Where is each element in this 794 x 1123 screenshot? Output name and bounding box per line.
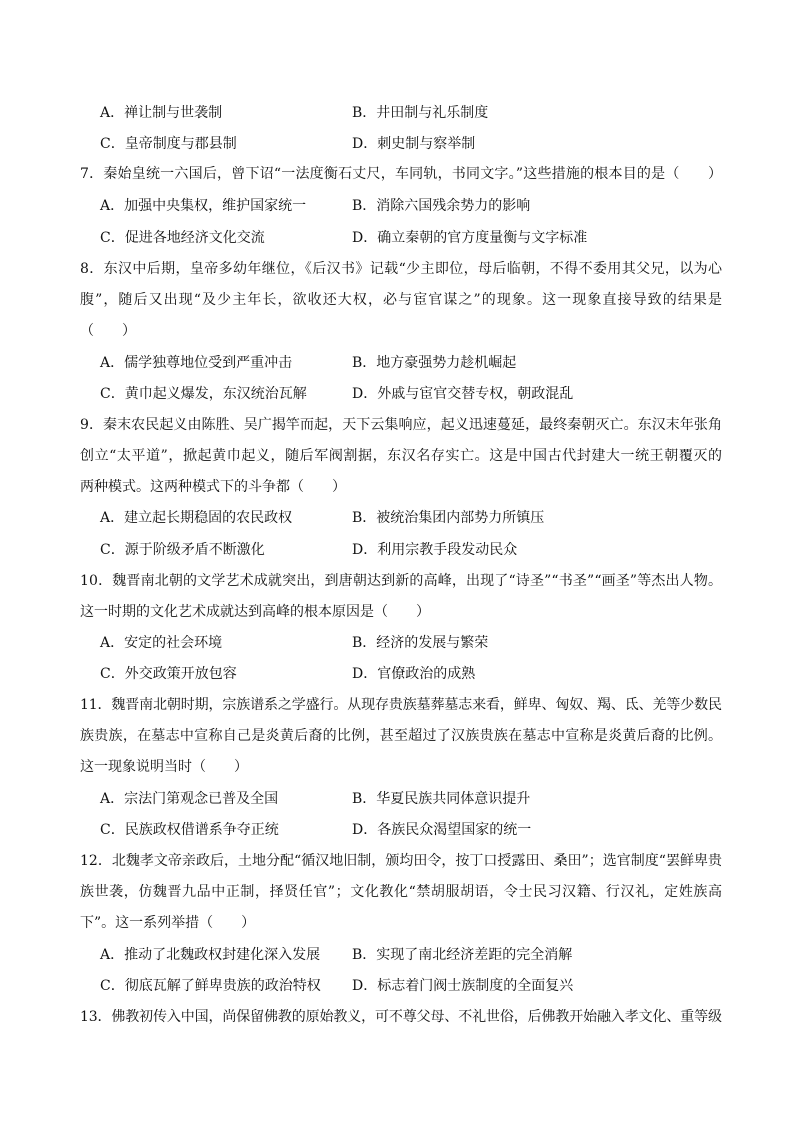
option-a[interactable]: A．儒学独尊地位受到严重冲击 — [100, 355, 293, 371]
option-d[interactable]: D．刺史制与察举制 — [352, 136, 476, 152]
option-d[interactable]: D．官僚政治的成熟 — [352, 666, 476, 682]
option-c[interactable]: C．外交政策开放包容 — [100, 666, 237, 682]
question-12-stem-line-1: 12．北魏孝文帝亲政后，土地分配“循汉地旧制，颁均田令，按丁口授露田、桑田”；选官制度“罢鲜卑贵 — [80, 853, 723, 869]
question-10-stem-line-1: 10．魏晋南北朝的文学艺术成就突出，到唐朝达到新的高峰，出现了“诗圣”“书圣”“画圣”等杰出人物。 — [80, 573, 723, 589]
question-11-stem-line-1: 11．魏晋南北朝时期，宗族谱系之学盛行。从现存贵族墓葬墓志来看，鲜卑、匈奴、羯、氐、羌等少数民 — [80, 697, 722, 713]
question-11-stem-line-3: 这一现象说明当时（ ） — [80, 759, 248, 775]
question-12-stem-line-3: 下”。这一系列举措（ ） — [80, 915, 256, 931]
option-c[interactable]: C．促进各地经济文化交流 — [100, 230, 265, 246]
option-d[interactable]: D．确立秦朝的官方度量衡与文字标准 — [352, 230, 588, 246]
option-b[interactable]: B．消除六国残余势力的影响 — [352, 198, 531, 214]
option-d[interactable]: D．标志着门阀士族制度的全面复兴 — [352, 978, 574, 994]
option-b[interactable]: B．地方豪强势力趁机崛起 — [352, 355, 517, 371]
option-a[interactable]: A．禅让制与世袭制 — [100, 105, 223, 121]
question-9-stem-line-3: 两种模式。这两种模式下的斗争都（ ） — [80, 479, 346, 495]
option-d[interactable]: D．利用宗教手段发动民众 — [352, 542, 518, 558]
question-8-stem-line-3: （ ） — [80, 323, 136, 339]
option-c[interactable]: C．源于阶级矛盾不断激化 — [100, 542, 265, 558]
option-d[interactable]: D．外戚与宦官交替专权，朝政混乱 — [352, 386, 574, 402]
question-8-stem-line-2: 腹”，随后又出现“及少主年长，欲收还大权，必与宦官谋之”的现象。这一现象直接导致的结果是 — [80, 292, 724, 308]
option-b[interactable]: B．华夏民族共同体意识提升 — [352, 791, 531, 807]
question-13-stem-line-1: 13．佛教初传入中国，尚保留佛教的原始教义，可不尊父母、不礼世俗，后佛教开始融入孝文化、重等级 — [80, 1009, 722, 1025]
question-10-stem-line-2: 这一时期的文化艺术成就达到高峰的根本原因是（ ） — [80, 604, 430, 620]
option-c[interactable]: C．民族政权借谱系争夺正统 — [100, 822, 279, 838]
option-b[interactable]: B．井田制与礼乐制度 — [352, 105, 489, 121]
option-c[interactable]: C．彻底瓦解了鲜卑贵族的政治特权 — [100, 978, 321, 994]
question-12-stem-line-2: 族世袭，仿魏晋九品中正制，择贤任官”；文化教化“禁胡服胡语，令士民习汉籍、行汉礼，定姓族高 — [80, 884, 723, 900]
option-c[interactable]: C．皇帝制度与郡县制 — [100, 136, 237, 152]
question-9-stem-line-1: 9．秦末农民起义由陈胜、吴广揭竿而起，天下云集响应，起义迅速蔓延，最终秦朝灭亡。东汉末年张角 — [80, 417, 723, 433]
option-a[interactable]: A．宗法门第观念已普及全国 — [100, 791, 279, 807]
option-a[interactable]: A．推动了北魏政权封建化深入发展 — [100, 947, 321, 963]
option-b[interactable]: B．经济的发展与繁荣 — [352, 635, 489, 651]
question-9-stem-line-2: 创立“太平道”，掀起黄巾起义，随后军阀割据，东汉名存实亡。这是中国古代封建大一统王朝覆灭的 — [80, 448, 723, 464]
option-a[interactable]: A．安定的社会环境 — [100, 635, 223, 651]
option-d[interactable]: D．各族民众渴望国家的统一 — [352, 822, 532, 838]
question-8-stem-line-1: 8．东汉中后期，皇帝多幼年继位，《后汉书》记载“少主即位，母后临朝，不得不委用其父兄，以为心 — [80, 261, 723, 277]
question-11-stem-line-2: 族贵族，在墓志中宣称自己是炎黄后裔的比例，甚至超过了汉族贵族在墓志中宣称是炎黄后裔的比例。 — [80, 728, 723, 744]
option-c[interactable]: C．黄巾起义爆发，东汉统治瓦解 — [100, 386, 307, 402]
option-b[interactable]: B．实现了南北经济差距的完全消解 — [352, 947, 573, 963]
option-b[interactable]: B．被统治集团内部势力所镇压 — [352, 510, 545, 526]
option-a[interactable]: A．加强中央集权，维护国家统一 — [100, 198, 307, 214]
question-7-stem-line-1: 7．秦始皇统一六国后，曾下诏“一法度衡石丈尺，车同轨，书同文字。”这些措施的根本目的是（ ） — [80, 166, 723, 182]
option-a[interactable]: A．建立起长期稳固的农民政权 — [100, 510, 293, 526]
